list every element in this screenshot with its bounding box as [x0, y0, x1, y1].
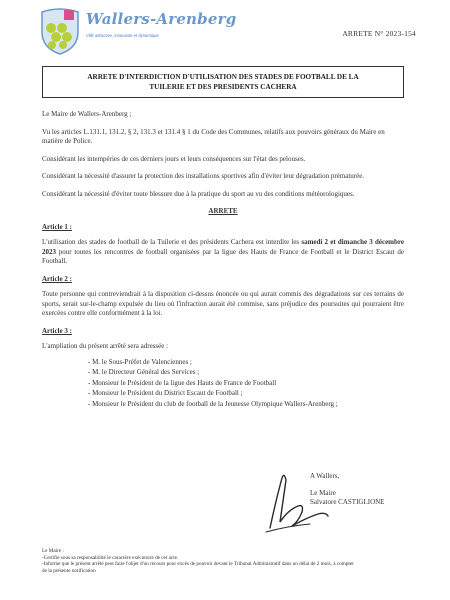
recipient-item: - Monsieur le Président du club de football de la Jeunesse Olympique Wallers-Arenberg ;: [88, 399, 338, 408]
article1-text-part2: pour toutes les rencontres de football organisées par la ligue des Hauts de France de Football et le District Escaut de Football.: [42, 247, 404, 265]
decree-reference: ARRETE N° 2023-154: [342, 29, 416, 38]
considerant-paragraph-2: Considérant la nécessité d'assurer la protection des installations sportives afin d'éviter leur dégradation prématurée.: [42, 172, 365, 180]
article1-dates: samedi 2 et dimanche 3 décembre 2023: [42, 238, 404, 256]
recipient-item: - Monsieur le Président du District Escaut de Football ;: [88, 389, 243, 398]
signature-name: Salvatore CASTIGLIONE: [310, 498, 385, 506]
article3-heading: Article 3 :: [42, 326, 72, 335]
article3-intro: L'ampliation du présent arrêté sera adressée :: [42, 342, 169, 350]
recipient-list: [88, 357, 404, 410]
article2-heading: Article 2 :: [42, 274, 72, 283]
logo-title: Wallers-Arenberg: [86, 10, 237, 28]
article1-heading: Article 1 :: [42, 222, 72, 231]
article1-text: [42, 238, 404, 267]
article1-text-part1: L'utilisation des stades de football de la Tuilerie et des présidents Cachera est interdite les: [42, 238, 302, 246]
town-logo: [38, 6, 237, 58]
article2-text: Toute personne qui contreviendrait à la disposition ci-dessus énoncée ou qui aurait commis des dégradations sur ces terrains de sports, serait sur-le-champ expulsée du lieu où l'infraction aurait été commise, sans préjudice des poursuites qui pourraient être exercées contre elle conformément à la loi.: [42, 290, 404, 317]
considerant-paragraph-1: Considérant les intempéries de ces derniers jours et leurs conséquences sur l'état des pelouses.: [42, 154, 306, 163]
intro-paragraph: Le Maire de Wallers-Arenberg ;: [42, 110, 132, 118]
signature-role: Le Maire: [310, 488, 336, 497]
decree-title-line1: ARRETE D'INTERDICTION D'UTILISATION DES STADES DE FOOTBALL DE LA: [87, 73, 359, 81]
recipient-item: - Monsieur le Président de la ligue des Hauts de France de Football: [88, 378, 277, 387]
arrete-heading: ARRETE: [208, 207, 238, 215]
legal-footer: [42, 548, 422, 574]
recipient-item: - M. le Directeur Général des Services ;: [88, 368, 200, 377]
footer-line: -Informe que le présent arrêté peut faire l'objet d'un recours pour excès de pouvoir devant le Tribunal Administratif dans un délai de 2 mois, à compter: [42, 561, 354, 567]
decree-title: [42, 66, 404, 98]
signature-block: [310, 472, 384, 508]
footer-line: Le Maire :: [42, 548, 64, 554]
footer-line: -Certifie sous sa responsabilité le caractère exécutoire de cet acte.: [42, 554, 179, 561]
vu-paragraph: Vu les articles L.131.1, 131.2, § 2, 131.3 et 131.4 § 1 du Code des Communes, relatifs aux pouvoirs généraux du Maire en matière de Police.: [42, 127, 385, 145]
decree-title-line2: TUILERIE ET DES PRESIDENTS CACHERA: [149, 83, 297, 91]
logo-subtitle: Ville attractive, innovante et dynamique: [86, 33, 159, 38]
decree-body: [42, 110, 404, 409]
recipient-item: - M. le Sous-Préfet de Valenciennes ;: [88, 357, 192, 366]
footer-line: de la présente notification: [42, 567, 96, 574]
considerant-paragraph-3: Considérant la nécessité d'éviter toute blessure due à la pratique du sport au vu des conditions météorologiques.: [42, 189, 355, 198]
signature-place: A Wallers,: [310, 472, 340, 480]
town-crest-icon: [38, 6, 82, 56]
